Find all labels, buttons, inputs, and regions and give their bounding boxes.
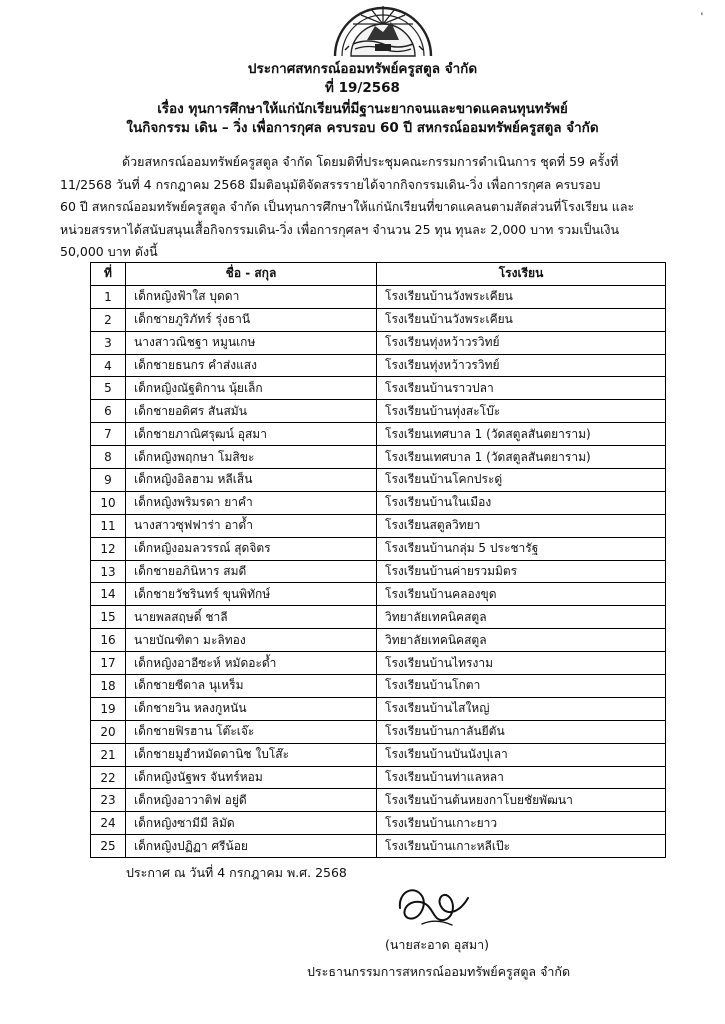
student-name-cell: นายพลสฤษดิ์ ชาลี [126, 606, 377, 629]
row-number-cell: 17 [91, 652, 126, 675]
row-number-cell: 23 [91, 789, 126, 812]
student-name-cell: เด็กชายฟิรฮาน โต๊ะเจ๊ะ [126, 720, 377, 743]
table-row [91, 583, 666, 606]
student-name-cell: เด็กหญิงซามีมี ลิมัด [126, 812, 377, 835]
row-number-cell: 16 [91, 629, 126, 652]
row-number-cell: 6 [91, 400, 126, 423]
school-name-cell: โรงเรียนบ้านบันนังปุเลา [377, 743, 666, 766]
school-name-cell: โรงเรียนบ้านเกาะยาว [377, 812, 666, 835]
table-row [91, 743, 666, 766]
table-row [91, 812, 666, 835]
student-name-cell: เด็กชายธนกร คำส่งแสง [126, 354, 377, 377]
row-number-cell: 7 [91, 423, 126, 446]
signer-position: ประธานกรรมการสหกรณ์ออมทรัพย์ครูสตูล จำกัด [307, 964, 571, 979]
document-title: ประกาศสหกรณ์ออมทรัพย์ครูสตูล จำกัด [247, 61, 478, 77]
table-row [91, 308, 666, 331]
school-name-cell: โรงเรียนสตูลวิทยา [377, 514, 666, 537]
corner-mark: ' [700, 10, 703, 24]
table-row [91, 469, 666, 492]
row-number-cell: 10 [91, 491, 126, 514]
student-name-cell: เด็กหญิงณัฐติกาน นุ้ยเล็ก [126, 377, 377, 400]
table-row [91, 629, 666, 652]
row-number-cell: 12 [91, 537, 126, 560]
school-name-cell: โรงเรียนเทศบาล 1 (วัดสตูลสันตยาราม) [377, 423, 666, 446]
scholarship-recipients-table [90, 262, 666, 858]
table-row [91, 789, 666, 812]
student-name-cell: เด็กหญิงอาอีซะห์ หมัดอะด้ำ [126, 652, 377, 675]
column-header-name: ชื่อ - สกุล [126, 263, 377, 286]
student-name-cell: เด็กหญิงฟ้าใส บุดดา [126, 285, 377, 308]
signer-name: (นายสะอาด อุสมา) [385, 937, 489, 952]
subject-line: ในกิจกรรม เดิน – วิ่ง เพื่อการกุศล ครบรอบ 60 ปี สหกรณ์ออมทรัพย์ครูสตูล จำกัด [126, 120, 599, 136]
row-number-cell: 3 [91, 331, 126, 354]
table-row [91, 354, 666, 377]
student-name-cell: เด็กหญิงปฏิฏา ศรีน้อย [126, 835, 377, 858]
row-number-cell: 15 [91, 606, 126, 629]
signature-image [392, 878, 474, 930]
table-row [91, 560, 666, 583]
school-name-cell: วิทยาลัยเทคนิคสตูล [377, 629, 666, 652]
table-row [91, 720, 666, 743]
school-name-cell: โรงเรียนบ้านกาลันยีตัน [377, 720, 666, 743]
table-row [91, 400, 666, 423]
student-name-cell: เด็กชายมูฮำหมัดดานิช ใบโส๊ะ [126, 743, 377, 766]
table-row [91, 514, 666, 537]
subject-line: เรื่อง ทุนการศึกษาให้แก่นักเรียนที่มีฐานะยากจนและขาดแคลนทุนทรัพย์ [157, 101, 568, 117]
school-name-cell: โรงเรียนเทศบาล 1 (วัดสตูลสันตยาราม) [377, 446, 666, 469]
subject-block [0, 100, 725, 138]
row-number-cell: 20 [91, 720, 126, 743]
row-number-cell: 2 [91, 308, 126, 331]
school-name-cell: โรงเรียนบ้านกลุ่ม 5 ประชารัฐ [377, 537, 666, 560]
student-name-cell: เด็กหญิงนัฐพร จันทร์หอม [126, 766, 377, 789]
row-number-cell: 8 [91, 446, 126, 469]
school-name-cell: โรงเรียนบ้านต้นหยงกาโบยชัยพัฒนา [377, 789, 666, 812]
announcement-number: ที่ 19/2568 [325, 80, 400, 96]
student-name-cell: เด็กหญิงอาวาติฟ อยู่ดี [126, 789, 377, 812]
student-name-cell: เด็กชายวัชรินทร์ ขุนพิทักษ์ [126, 583, 377, 606]
row-number-cell: 18 [91, 675, 126, 698]
body-line: หน่วยสรรหาได้สนับสนุนเสื้อกิจกรรมเดิน-วิ่ง เพื่อการกุศลฯ จำนวน 25 ทุน ทุนละ 2,000 บาท รวมเป็นเงิน [60, 221, 619, 237]
table-row [91, 377, 666, 400]
table-row [91, 446, 666, 469]
table-body [91, 285, 666, 857]
school-name-cell: โรงเรียนบ้านวังพระเคียน [377, 308, 666, 331]
column-header-number: ที่ [91, 263, 126, 286]
table-row [91, 697, 666, 720]
school-name-cell: โรงเรียนบ้านค่ายรวมมิตร [377, 560, 666, 583]
table-row [91, 652, 666, 675]
column-header-school: โรงเรียน [377, 263, 666, 286]
school-name-cell: โรงเรียนบ้านท่าแลหลา [377, 766, 666, 789]
body-line: 60 ปี สหกรณ์ออมทรัพย์ครูสตูล จำกัด เป็นทุนการศึกษาให้แก่นักเรียนที่ขาดแคลนตามสัดส่วนที่โรงเรียน และ [60, 199, 635, 214]
cooperative-seal-logo [331, 0, 435, 58]
student-name-cell: เด็กชายวิน หลงกูหนัน [126, 697, 377, 720]
table-row [91, 835, 666, 858]
table-row [91, 285, 666, 308]
student-name-cell: นางสาวณิชฐา หมูนเกษ [126, 331, 377, 354]
row-number-cell: 14 [91, 583, 126, 606]
school-name-cell: โรงเรียนบ้านโคกประดู่ [377, 469, 666, 492]
student-name-cell: เด็กหญิงพฤกษา โมสิขะ [126, 446, 377, 469]
student-name-cell: เด็กหญิงอมลวรรณ์ สุดจิตร [126, 537, 377, 560]
row-number-cell: 22 [91, 766, 126, 789]
student-name-cell: เด็กชายอภินิหาร สมดี [126, 560, 377, 583]
row-number-cell: 24 [91, 812, 126, 835]
row-number-cell: 19 [91, 697, 126, 720]
school-name-cell: วิทยาลัยเทคนิคสตูล [377, 606, 666, 629]
table-row [91, 423, 666, 446]
school-name-cell: โรงเรียนบ้านคลองขุด [377, 583, 666, 606]
table-row [91, 491, 666, 514]
school-name-cell: โรงเรียนบ้านในเมือง [377, 491, 666, 514]
student-name-cell: เด็กชายภาณิศรุฒน์ อุสมา [126, 423, 377, 446]
body-paragraph [60, 151, 665, 264]
school-name-cell: โรงเรียนบ้านไทรงาม [377, 652, 666, 675]
school-name-cell: โรงเรียนทุ่งหว้าวรวิทย์ [377, 331, 666, 354]
row-number-cell: 11 [91, 514, 126, 537]
table-header-row [91, 263, 666, 286]
row-number-cell: 13 [91, 560, 126, 583]
row-number-cell: 9 [91, 469, 126, 492]
school-name-cell: โรงเรียนบ้านทุ่งสะโบ๊ะ [377, 400, 666, 423]
table-row [91, 331, 666, 354]
table-row [91, 675, 666, 698]
school-name-cell: โรงเรียนบ้านเกาะหลีเป๊ะ [377, 835, 666, 858]
row-number-cell: 4 [91, 354, 126, 377]
table-row [91, 537, 666, 560]
announcement-date: ประกาศ ณ วันที่ 4 กรกฎาคม พ.ศ. 2568 [126, 865, 347, 880]
student-name-cell: เด็กชายอดิศร สันสมัน [126, 400, 377, 423]
school-name-cell: โรงเรียนบ้านไสใหญ่ [377, 697, 666, 720]
school-name-cell: โรงเรียนทุ่งหว้าวรวิทย์ [377, 354, 666, 377]
student-name-cell: นายบัณฑิตา มะลิทอง [126, 629, 377, 652]
body-line: 11/2568 วันที่ 4 กรกฎาคม 2568 มีมติอนุมัติจัดสรรรายได้จากกิจกรรมเดิน-วิ่ง เพื่อการกุศล ครบรอบ [60, 176, 601, 192]
school-name-cell: โรงเรียนบ้านราวปลา [377, 377, 666, 400]
table-row [91, 766, 666, 789]
student-name-cell: เด็กชายภูริภัทร์ รุ่งธานี [126, 308, 377, 331]
student-name-cell: เด็กหญิงอิลฮาม หลีเส็น [126, 469, 377, 492]
student-name-cell: เด็กชายซีดาล นุเหร็ม [126, 675, 377, 698]
row-number-cell: 21 [91, 743, 126, 766]
body-line: 50,000 บาท ดังนี้ [60, 244, 158, 259]
body-line: ด้วยสหกรณ์ออมทรัพย์ครูสตูล จำกัด โดยมติที่ประชุมคณะกรรมการดำเนินการ ชุดที่ 59 ครั้งที่ [122, 154, 619, 169]
school-name-cell: โรงเรียนบ้านวังพระเคียน [377, 285, 666, 308]
student-name-cell: เด็กหญิงพริมรดา ยาคำ [126, 491, 377, 514]
school-name-cell: โรงเรียนบ้านโกตา [377, 675, 666, 698]
student-name-cell: นางสาวซุฟฟาร่า อาด้ำ [126, 514, 377, 537]
row-number-cell: 1 [91, 285, 126, 308]
row-number-cell: 5 [91, 377, 126, 400]
table-row [91, 606, 666, 629]
row-number-cell: 25 [91, 835, 126, 858]
